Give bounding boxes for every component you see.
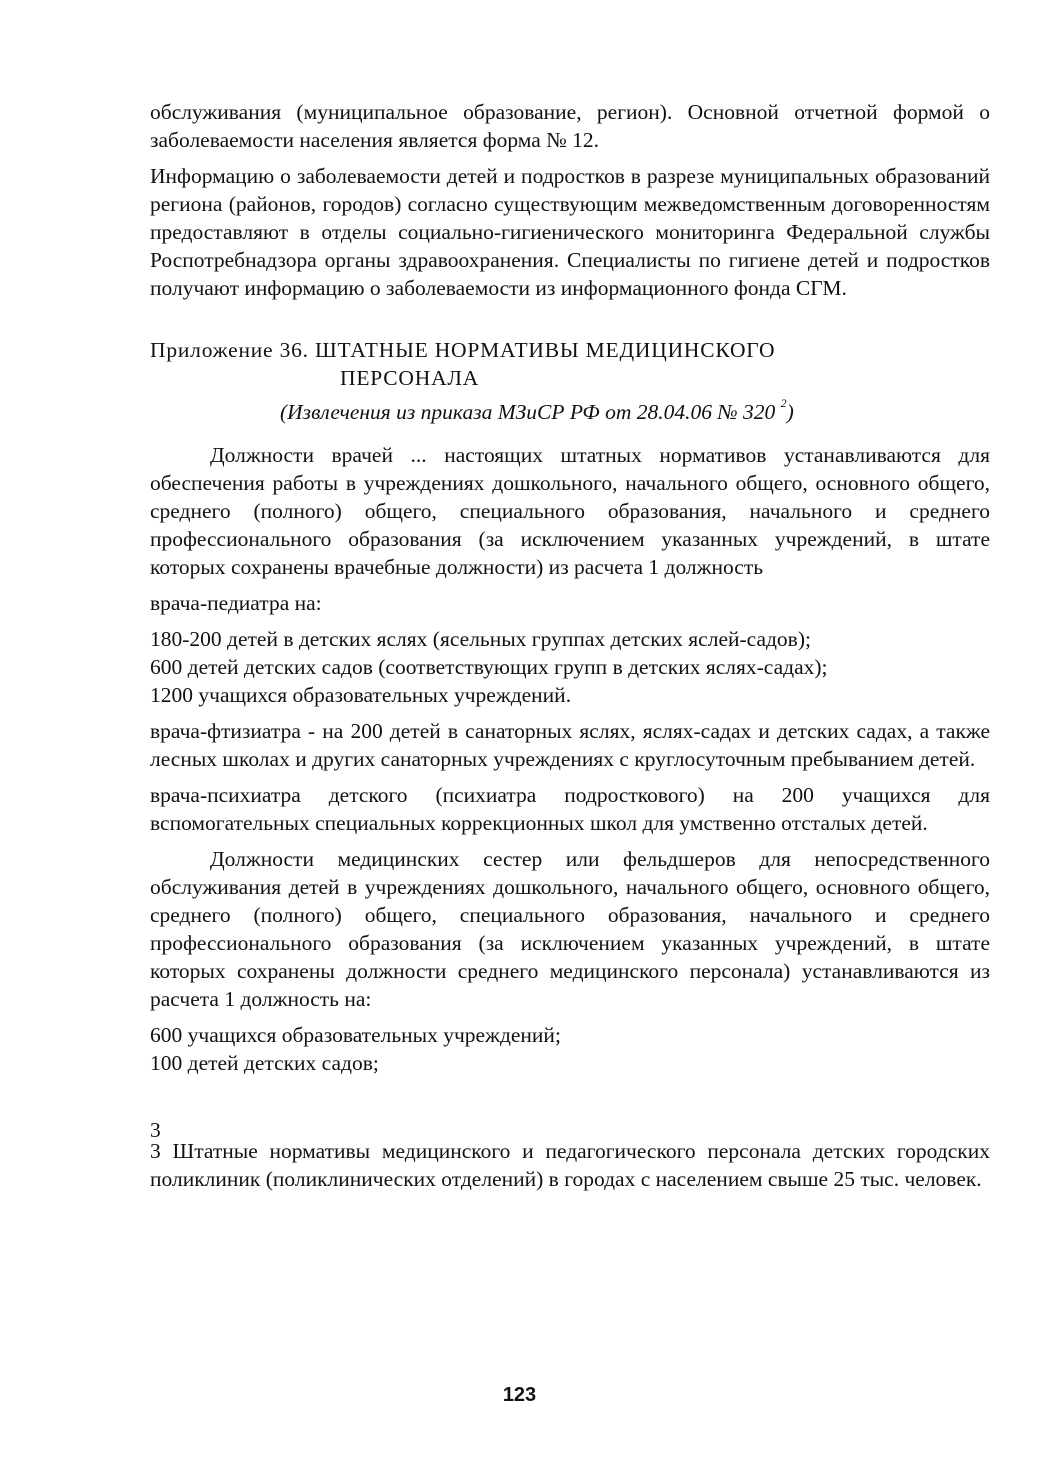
list-item: 1200 учащихся образовательных учреждений. <box>150 683 572 707</box>
appendix-heading-line1: Приложение 36. ШТАТНЫЕ НОРМАТИВЫ МЕДИЦИНСКОГО <box>150 338 776 362</box>
list-item: 180-200 детей в детских яслях (ясельных группах детских яслей-садов); <box>150 627 811 651</box>
paragraph-morbidity-info: Информацию о заболеваемости детей и подростков в разрезе муниципальных образований региона (районов, городов) согласно существующим межведомственным договоренностям предоставляют в отделы социально-гигиенического мониторинга Федеральной службы Роспотребнадзора органы здравоохранения. Специалисты по гигиене детей и подростков получают информацию о заболеваемости из информационного фонда СГМ. <box>150 164 990 300</box>
paragraph-pediatrician: врача-педиатра на: <box>150 591 322 615</box>
pediatrician-list <box>150 625 990 709</box>
footnote-reference: 2 <box>780 396 787 410</box>
document-page <box>150 98 990 1201</box>
page-number: 123 <box>502 1384 537 1406</box>
footnote-text: 3 Штатные нормативы медицинского и педагогического персонала детских городских поликлиник (поликлинических отделений) в городах с населением свыше 25 тыс. человек. <box>150 1139 990 1191</box>
paragraph-phthisiatrician: врача-фтизиатра - на 200 детей в санаторных яслях, яслях-садах и детских садах, а также лесных школах и других санаторных учреждениях с круглосуточным пребыванием детей. <box>150 719 990 771</box>
list-item: 100 детей детских садов; <box>150 1051 379 1075</box>
footnote-mark: 3 <box>150 1118 161 1142</box>
paragraph-nurses-intro: Должности медицинских сестер или фельдшеров для непосредственного обслуживания детей в учреждениях дошкольного, начального общего, основного общего, среднего (полного) общего, специального образования, начального и среднего профессионального образования (за исключением указанных учреждений, в штате которых сохранены должности среднего медицинского персонала) устанавливаются из расчета 1 должность на: <box>150 847 990 1011</box>
paragraph-reporting-form: обслуживания (муниципальное образование, регион). Основной отчетной формой о заболеваемости населения является форма № 12. <box>150 100 990 152</box>
paragraph-doctors-intro: Должности врачей ... настоящих штатных нормативов устанавливаются для обеспечения работы в учреждениях дошкольного, начального общего, основного общего, среднего (полного) общего, специального образования, начального и среднего профессионального образования (за исключением указанных учреждений, в штате которых сохранены врачебные должности) из расчета 1 должность <box>150 443 990 579</box>
appendix-subtitle-text: (Извлечения из приказа МЗиСР РФ от 28.04.06 № 320 <box>280 400 776 424</box>
footnote <box>150 1118 990 1193</box>
list-item: 600 детей детских садов (соответствующих групп в детских яслях-садах); <box>150 655 828 679</box>
appendix-heading <box>150 336 990 364</box>
paragraph-psychiatrist: врача-психиатра детского (психиатра подросткового) на 200 учащихся для вспомогательных специальных коррекционных школ для умственно отсталых детей. <box>150 783 990 835</box>
appendix-subtitle-close: ) <box>786 400 794 424</box>
nurses-list <box>150 1021 990 1077</box>
appendix-subtitle <box>280 398 990 429</box>
list-item: 600 учащихся образовательных учреждений; <box>150 1023 561 1047</box>
appendix-heading-line2: ПЕРСОНАЛА <box>340 366 480 390</box>
